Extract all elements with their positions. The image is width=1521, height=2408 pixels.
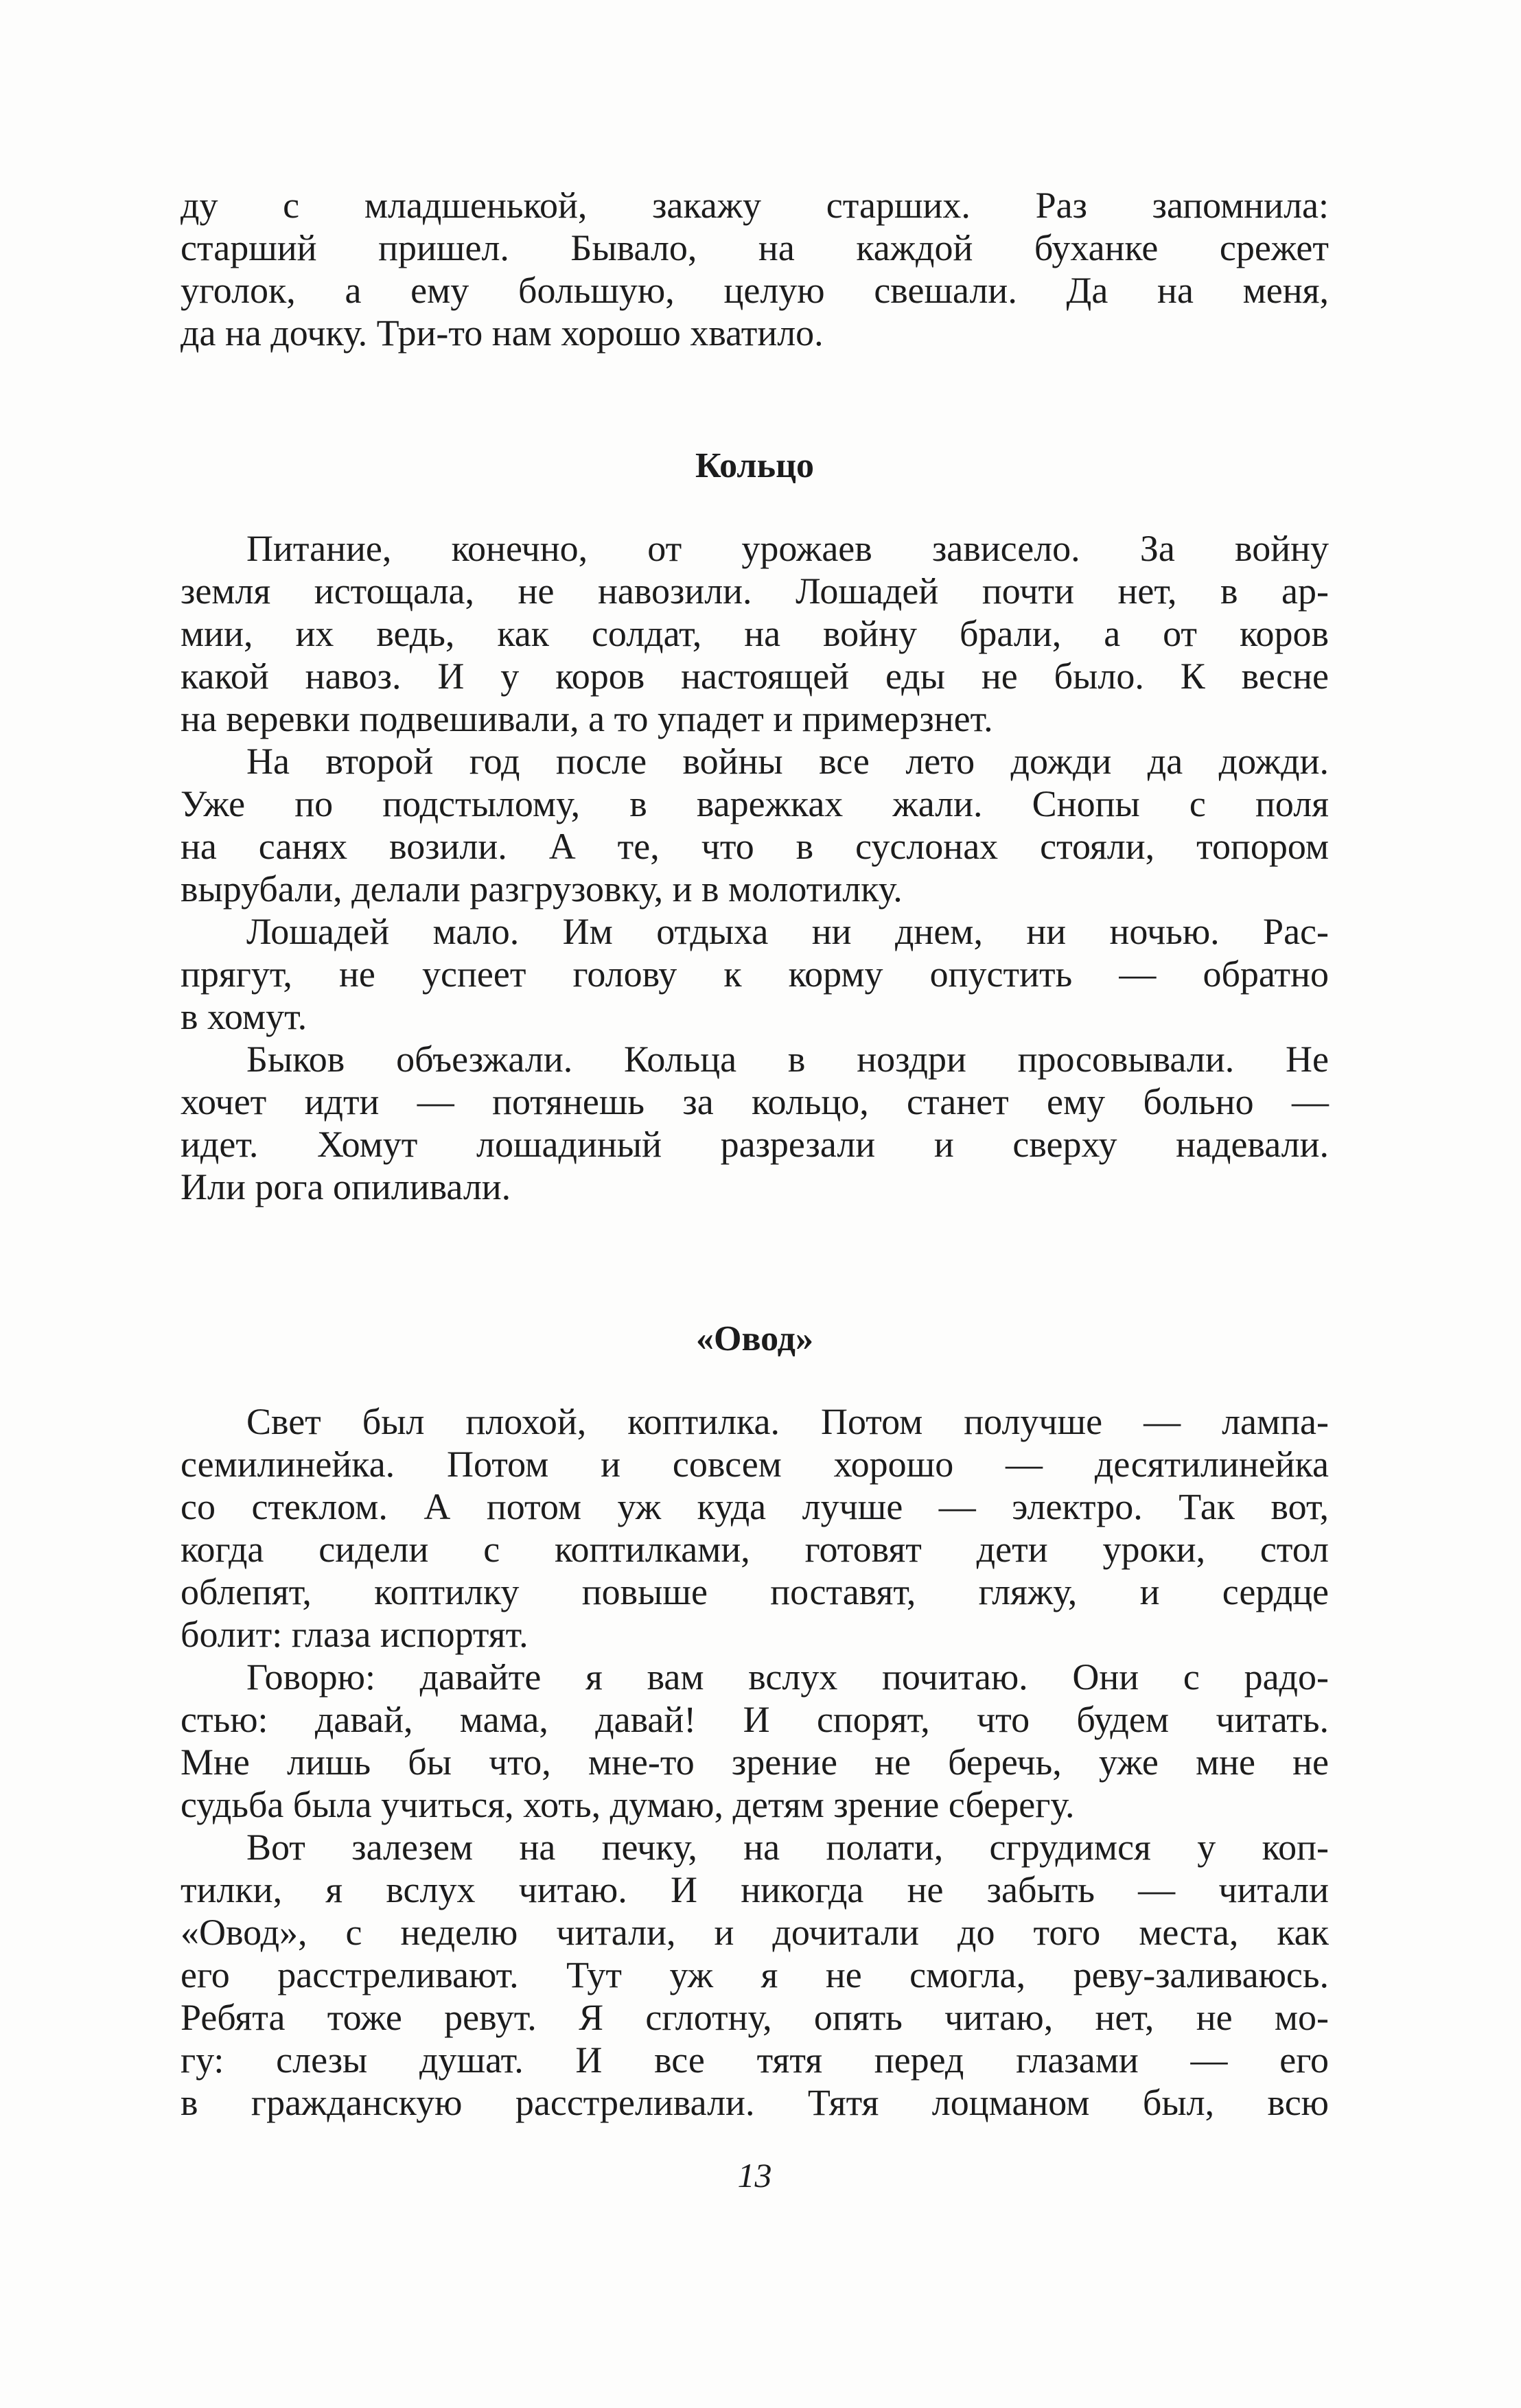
text-line: ду с младшенькой, закажу старших. Раз запомнила: [181, 185, 1329, 226]
text-line: со стеклом. А потом уж куда лучше — электро. Так вот, [181, 1486, 1329, 1527]
text-line: прягут, не успеет голову к корму опустить — обратно [181, 953, 1329, 995]
text-line: Говорю: давайте я вам вслух почитаю. Они с радо- [246, 1656, 1329, 1698]
text-line: да на дочку. Три-то нам хорошо хватило. [181, 312, 824, 354]
text-line: болит: глаза испортят. [181, 1614, 529, 1655]
section-body-koltso [181, 527, 1329, 1208]
text-line: в хомут. [181, 996, 307, 1037]
text-line: семилинейка. Потом и совсем хорошо — десятилинейка [181, 1444, 1329, 1485]
text-line: вырубали, делали разгрузовку, и в молотилку. [181, 868, 903, 910]
text-line: Быков объезжали. Кольца в ноздри просовывали. Не [246, 1039, 1329, 1080]
text-line: уголок, а ему большую, целую свешали. Да на меня, [181, 270, 1329, 311]
text-line: Мне лишь бы что, мне-то зрение не беречь, уже мне не [181, 1741, 1329, 1783]
text-line: какой навоз. И у коров настоящей еды не было. К весне [181, 656, 1329, 697]
section-heading-ovod: «Овод» [696, 1319, 813, 1358]
text-line: на веревки подвешивали, а то упадет и примерзнет. [181, 698, 993, 739]
text-line: идет. Хомут лошадиный разрезали и сверху надевали. [181, 1124, 1329, 1165]
text-line: «Овод», с неделю читали, и дочитали до того места, как [181, 1912, 1329, 1953]
text-line: мии, их ведь, как солдат, на войну брали, а от коров [181, 613, 1329, 654]
text-line: когда сидели с коптилками, готовят дети уроки, стол [181, 1529, 1329, 1570]
text-line: Лошадей мало. Им отдыха ни днем, ни ночью. Рас- [246, 911, 1329, 952]
page-number: 13 [737, 2156, 772, 2195]
section-heading-koltso: Кольцо [695, 446, 815, 485]
text-line: стью: давай, мама, давай! И спорят, что будем читать. [181, 1699, 1329, 1740]
text-line: Питание, конечно, от урожаев зависело. За войну [246, 528, 1329, 569]
text-line: Уже по подстылому, в варежках жали. Снопы с поля [181, 783, 1329, 824]
intro-paragraph [181, 184, 1329, 354]
text-line: старший пришел. Бывало, на каждой буханке срежет [181, 227, 1329, 268]
text-line: облепят, коптилку повыше поставят, гляжу, и сердце [181, 1571, 1329, 1612]
text-line: его расстреливают. Тут уж я не смогла, реву-заливаюсь. [181, 1954, 1329, 1995]
text-line: Вот залезем на печку, на полати, сгрудимся у коп- [246, 1827, 1329, 1868]
text-line: судьба была учиться, хоть, думаю, детям зрение сберегу. [181, 1784, 1075, 1825]
text-line: гу: слезы душат. И все тятя перед глазами — его [181, 2039, 1329, 2081]
text-line: Свет был плохой, коптилка. Потом получше — лампа- [246, 1401, 1329, 1442]
text-line: земля истощала, не навозили. Лошадей почти нет, в ар- [181, 570, 1329, 612]
text-line: в гражданскую расстреливали. Тятя лоцманом был, всю [181, 2082, 1329, 2123]
text-line: Или рога опиливали. [181, 1166, 511, 1207]
text-line: на санях возили. А те, что в суслонах стояли, топором [181, 826, 1329, 867]
text-line: тилки, я вслух читаю. И никогда не забыть — читали [181, 1869, 1329, 1910]
text-line: На второй год после войны все лето дожди да дожди. [246, 741, 1329, 782]
text-line: хочет идти — потянешь за кольцо, станет ему больно — [181, 1081, 1329, 1122]
section-body-ovod [181, 1400, 1329, 2124]
text-line: Ребята тоже ревут. Я сглотну, опять читаю, нет, не мо- [181, 1997, 1329, 2038]
